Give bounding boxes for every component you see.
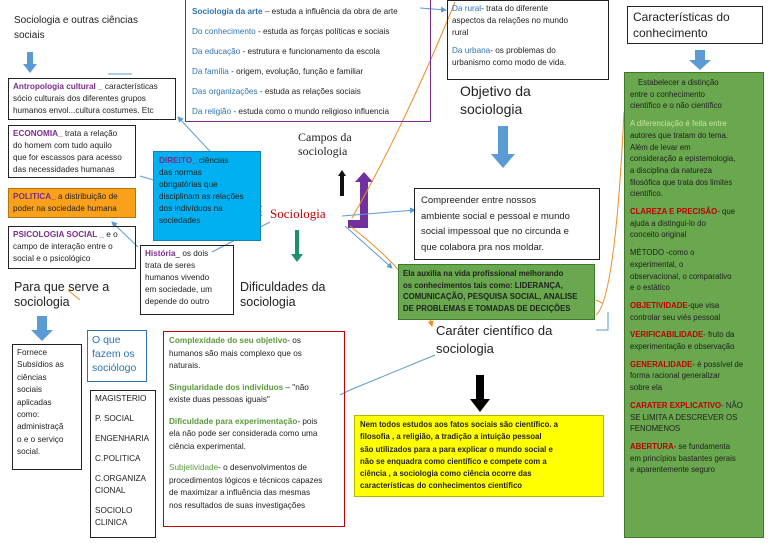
center-sociologia: Sociologia (270, 206, 326, 221)
campo-arte-text: – estuda a influência da obra de arte (264, 7, 398, 16)
economia-line-2: do homem com tudo aquilo (13, 141, 112, 150)
dificuldade-3-label: Dificuldade para experimentação (169, 416, 298, 426)
nem-todos-line-4: não se enquadra como científico e compete com a (360, 456, 547, 466)
dificuldade-1-line-1: - os (287, 336, 301, 345)
historia-line-5: depende do outro (145, 297, 210, 306)
nem-todos-box (354, 415, 604, 497)
nem-todos-line-1: Nem todos estudos aos fatos sociais são científico. a (360, 420, 559, 429)
campo-educacao-label: Da educação (192, 47, 241, 56)
down-arrow-para-que (31, 316, 53, 341)
historia-line-1: _ os dois (175, 249, 209, 258)
profissional-line-3: COMUNICAÇÃO, PESQUISA SOCIAL, ANALISE (403, 292, 578, 302)
campo-religiao-label: Da religião (192, 107, 232, 116)
generalidade-line-2: forma racional generalizar (630, 371, 721, 381)
antropologia-line-1: características (104, 82, 158, 91)
dificuldade-4-line-2: procedimentos lógicos e técnicos capazes (169, 475, 323, 485)
dificuldades-box (163, 331, 345, 527)
down-arrow-carater (470, 375, 490, 412)
explicativo-line-3: FENOMENOS (630, 424, 681, 434)
direito-label: DIREITO_ (159, 156, 197, 165)
profissional-box (398, 264, 595, 320)
dificuldade-2-line-2: existe duas pessoas iguais" (169, 395, 270, 404)
psicologia-box (8, 226, 136, 269)
dificuldade-1-label: Complexidade do seu objetivo (169, 336, 288, 345)
green-intro-line-2: entre o conhecimento (630, 89, 705, 99)
dificuldade-2-line-1: – "não (285, 382, 309, 392)
politica-line-1: a distribuição de (58, 192, 118, 201)
profissional-line-2: os conhecimentos tais como: LIDERANÇA, (403, 280, 563, 290)
historia-line-3: humanos vivendo (145, 273, 210, 282)
economia-line-1: trata a relação (64, 129, 118, 138)
fornece-box (12, 344, 82, 470)
economia-label: ECONOMIA_ (13, 129, 63, 138)
profissao-3: ENGENHARIA (95, 434, 150, 443)
profissao-6: SOCIOLO CLINICA (95, 506, 133, 527)
green-dif-line-4: consideração a epistemologia, (630, 154, 736, 164)
antropologia-line-3: humanos envol...cultura costumes. Etc (13, 106, 154, 115)
campo-familia-label: Da família (192, 67, 229, 76)
compreender-line-4: que colabora pra nos moldar. (421, 241, 545, 253)
economia-box (8, 125, 136, 178)
clareza-line-3: conceito original (630, 230, 687, 240)
verificabilidade-line-2: experimentação e observação (630, 342, 735, 352)
economia-line-3: que for escassos para acesso (13, 153, 122, 162)
abertura-label: ABERTURA (630, 441, 674, 451)
nem-todos-line-3: são utilizados para a para explicar o mundo social e (360, 444, 553, 454)
historia-box (140, 245, 234, 315)
campo-organizacoes-label: Das organizações (192, 87, 258, 96)
antropologia-label: Antropologia cultural _ (13, 82, 103, 91)
fornece-line-1: Fornece (17, 348, 48, 357)
rural-urbana-box (447, 0, 609, 80)
purple-elbow-arrow (348, 172, 373, 228)
green-dif-line-3: Além de levar em (630, 142, 691, 152)
historia-label: História (145, 249, 176, 258)
green-panel (624, 72, 764, 538)
dificuldade-3-line-2: ela não pode ser considerada como uma (169, 429, 318, 438)
dificuldade-2-label: Singularidade dos indivíduos (169, 382, 284, 392)
explicativo-label: CARATER EXPLICATIVO (630, 400, 722, 410)
campos-title: Campos da sociologia (298, 130, 352, 158)
dificuldade-3-line-1: - pois (297, 416, 318, 426)
compreender-line-2: ambiente social e pessoal e mundo (421, 210, 570, 222)
campo-arte-label: Sociologia da arte (192, 7, 263, 16)
fornece-line-9: social. (17, 447, 41, 457)
generalidade-line-3: sobre ela (630, 383, 663, 393)
metodo-line-2: experimental, o (630, 259, 684, 269)
psicologia-label: PSICOLOGIA SOCIAL _ (13, 230, 104, 239)
fornece-line-4: sociais (17, 385, 43, 395)
campo-familia-text: - origem, evolução, função e familiar (231, 67, 364, 76)
profissao-1: MAGISTERIO (95, 394, 147, 403)
psicologia-line-2: campo de interação entre o (13, 242, 113, 251)
compreender-box (414, 188, 600, 260)
metodo-line-3: observacional, o comparativo (630, 271, 732, 281)
direito-line-3: obrigatórias que (159, 180, 218, 189)
psicologia-line-3: social e o psicológico (13, 254, 91, 263)
profissao-2: P. SOCIAL (95, 414, 134, 423)
teal-down-arrow (291, 230, 303, 262)
o-que-fazem-box: O que fazem os sociólogo (87, 330, 147, 382)
dificuldade-4-line-1: - o desenvolvimentos de (218, 463, 307, 472)
objetividade-line-1: -que visa (687, 300, 720, 310)
politica-box (8, 188, 136, 218)
metodo-line-1: MÉTODO -como o (630, 248, 695, 258)
objetividade-line-2: controlar seu viés pessoal (630, 312, 721, 322)
direito-line-2: das normas (159, 168, 202, 177)
clareza-line-2: ajuda a distingui-lo do (630, 218, 706, 228)
dificuldades-title: Dificuldades da sociologia (240, 280, 326, 309)
green-dif-line-2: autores que tratam do tema. (630, 130, 728, 140)
dificuldade-1-line-2: humanos são mais complexo que os (169, 348, 302, 358)
fornece-line-2: Subsídios as (17, 360, 64, 370)
explicativo-line-2: SE LIMITA A DESCREVER OS (630, 412, 738, 422)
rural-label: Da rural (452, 4, 482, 13)
generalidade-label: GENERALIDADE (630, 359, 693, 369)
dificuldade-1-line-3: naturais. (169, 361, 201, 370)
abertura-line-3: e aparentemente seguro (630, 465, 715, 475)
fornece-line-6: como: (17, 410, 40, 420)
nem-todos-line-2: filosofia , a religião, a tradição a intuição pessoal (360, 432, 542, 442)
abertura-line-1: - se fundamenta (673, 441, 731, 451)
abertura-line-2: em princípios bastantes gerais (630, 453, 736, 463)
antropologia-box (8, 78, 176, 120)
down-arrow-objetivo (491, 126, 515, 168)
campo-conhecimento-text: - estuda as forças políticas e sociais (258, 27, 390, 36)
verificabilidade-line-1: - fruto da (703, 330, 735, 340)
campo-organizacoes-text: - estuda as relações sociais (259, 87, 361, 96)
psicologia-line-1: e o (106, 230, 118, 239)
fornece-line-3: ciências (17, 372, 47, 382)
profissional-line-4: DE PROBLEMAS E TOMADAS DE DECIÇÕES (403, 303, 571, 313)
explicativo-line-1: - NÃO (721, 400, 743, 410)
down-arrow-outras (23, 52, 37, 73)
dificuldade-4-line-4: nos resultados de suas investigações (169, 500, 306, 510)
para-que-title: Para que serve a sociologia (14, 280, 110, 309)
antropologia-line-2: sócio culturais dos diferentes grupos (13, 94, 146, 103)
nem-todos-line-5: ciência , a sociologia como ciência ocorre das (360, 469, 532, 479)
green-dif-line-5: a disciplina da natureza (630, 165, 712, 175)
rural-line-2: aspectos da relações no mundo (452, 16, 569, 25)
compreender-line-3: social impessoal que no circunda e (421, 226, 569, 237)
historia-line-2: trata de seres (145, 261, 196, 270)
profissao-4: C.POLITICA (95, 454, 141, 463)
green-dif-line-6: filosófica que trata dos limites (630, 177, 733, 187)
caracteristicas-title: Características do conhecimento (627, 6, 763, 44)
direito-line-4: disciplinam as relações (159, 192, 244, 201)
urbana-label: Da urbana (452, 46, 491, 55)
carater-title: Caráter científico da sociologia (436, 323, 553, 356)
green-dif-line-7: científico. (630, 189, 663, 199)
fornece-line-5: aplicadas (17, 397, 52, 407)
clareza-label: CLAREZA E PRECISÃO (630, 207, 718, 217)
economia-line-4: das necessidades humanas (13, 165, 115, 174)
green-intro-line-1: Estabelecer a distinção (638, 78, 719, 87)
generalidade-line-1: - é possível de (692, 359, 744, 369)
campo-conhecimento-label: Do conhecimento (192, 27, 256, 36)
politica-label: POLITICA_ (13, 192, 56, 201)
campos-list-box (185, 0, 431, 122)
direito-box (153, 151, 261, 241)
objetivo-title: Objetivo da sociologia (460, 83, 531, 117)
profissoes-box (90, 390, 156, 538)
direito-line-1: ciências (198, 156, 229, 165)
profissao-5: C.ORGANIZA CIONAL (95, 474, 146, 495)
urbana-line-2: urbanismo como modo de vida. (452, 58, 567, 67)
nem-todos-line-6: características do conhecimentos científico (360, 481, 523, 491)
objetividade-label: OBJETIVIDADE (630, 300, 688, 310)
clareza-line-1: - que (717, 207, 735, 217)
campo-educacao-text: - estrutura e funcionamento da escola (242, 47, 380, 56)
fornece-line-8: o e o serviço (17, 434, 64, 444)
rural-line-1: - trata do diferente (481, 4, 549, 13)
green-intro-line-3: científico e o não científico (630, 101, 722, 111)
profissional-line-1: Ela auxilia na vida profissional melhorando (403, 269, 564, 278)
direito-line-6: sociedades (159, 216, 201, 225)
rural-line-3: rural (452, 28, 469, 37)
historia-line-4: em sociedade, um (145, 285, 212, 294)
urbana-line-1: - os problemas do (490, 46, 556, 55)
compreender-line-1: Compreender entre nossos (421, 195, 537, 206)
campo-religiao-text: - estuda como o mundo religioso influencia (233, 107, 390, 116)
politica-line-2: poder na sociedade humana (13, 204, 117, 213)
dificuldade-4-label: Subjetividade (169, 463, 219, 472)
dificuldade-3-line-3: ciência experimental. (169, 441, 246, 451)
verificabilidade-label: VERIFICABILIDADE (630, 330, 704, 340)
fornece-line-7: administraçã (17, 422, 64, 432)
black-up-arrow (338, 170, 346, 196)
sociologia-outras-title: Sociologia e outras ciências sociais (14, 15, 138, 41)
green-dif-line-1: A diferenciação é feita entre (630, 119, 727, 129)
down-arrow-caracteristicas (689, 50, 711, 70)
metodo-line-4: e o estático (630, 283, 670, 293)
direito-line-5: dos indivíduos na (159, 204, 223, 213)
dificuldade-4-line-3: de maximizar a influência das mesmas (169, 488, 311, 497)
